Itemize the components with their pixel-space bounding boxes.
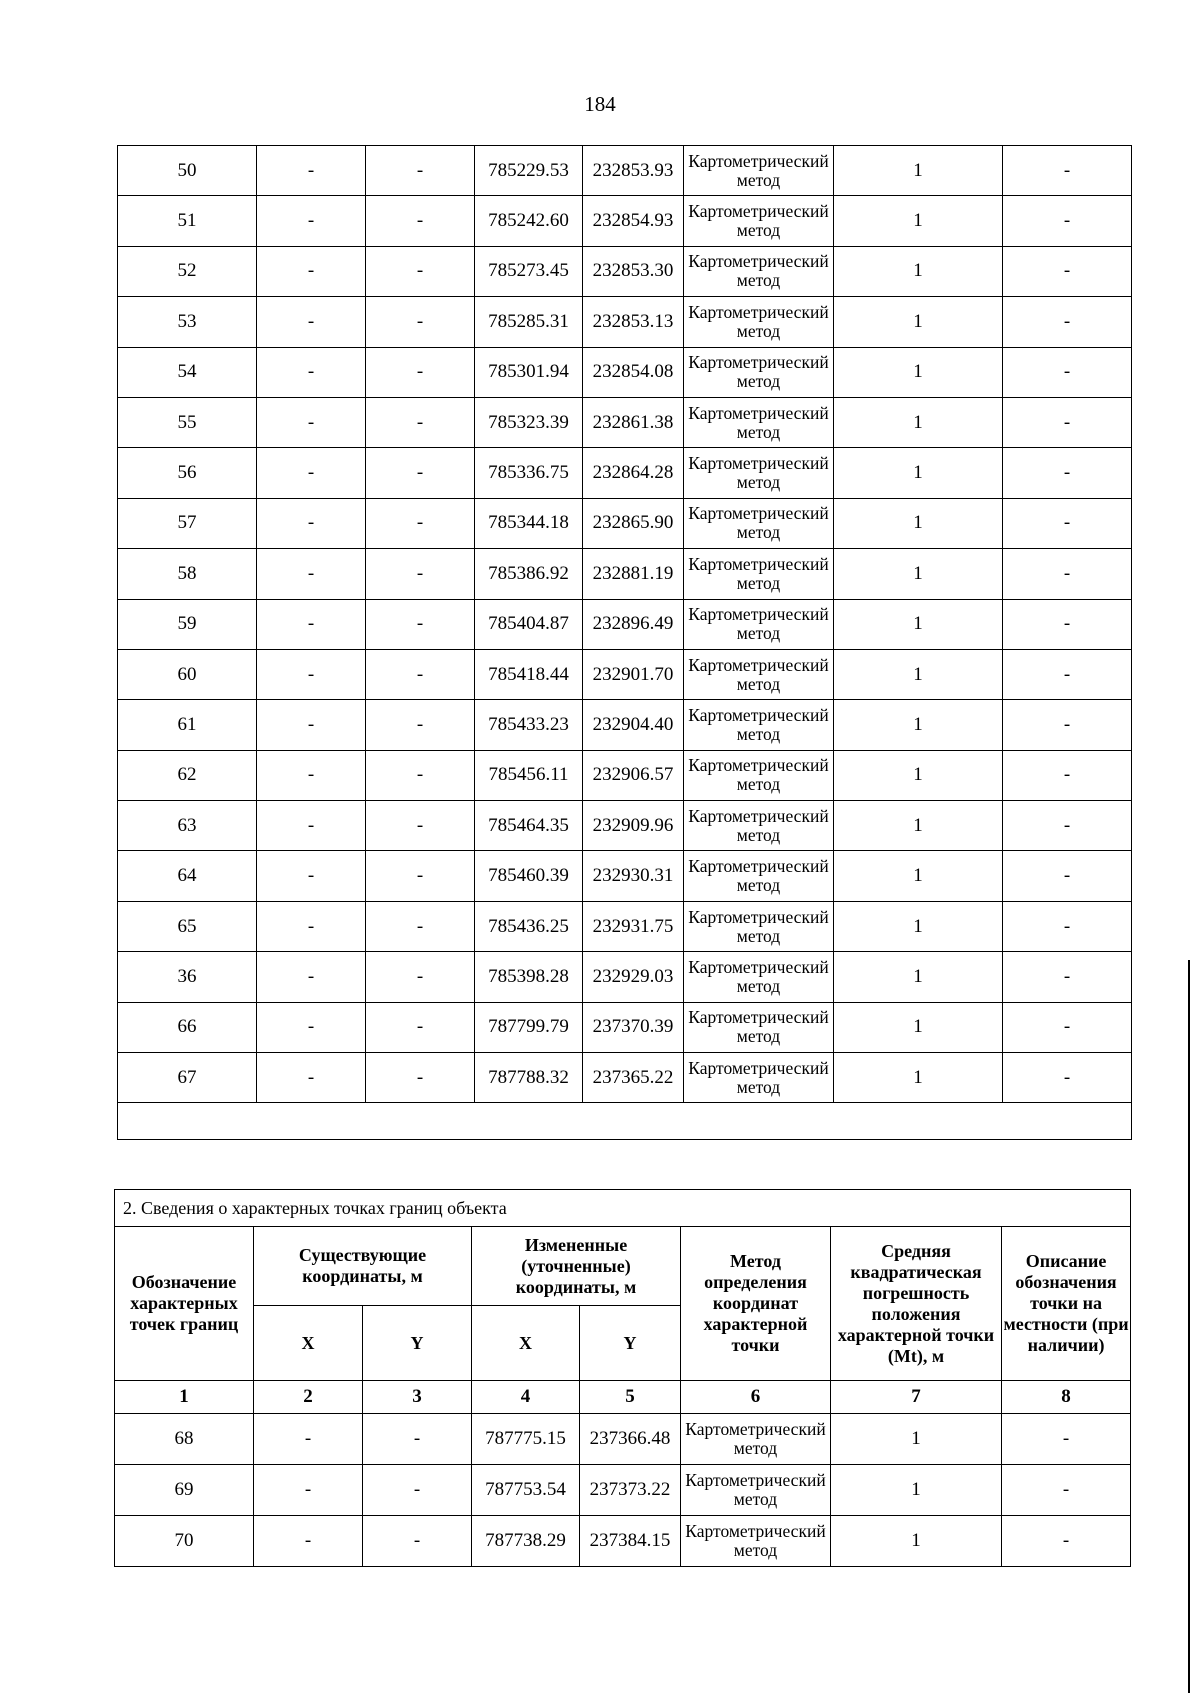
cell-x: 785436.25 xyxy=(475,901,583,951)
cell-existing-y: - xyxy=(363,1414,472,1465)
cell-existing-y: - xyxy=(366,649,475,699)
cell-existing-y: - xyxy=(366,1002,475,1052)
table-row xyxy=(115,1414,1131,1465)
cell-existing-x: - xyxy=(257,801,366,851)
cell-point: 70 xyxy=(115,1516,254,1567)
cell-existing-y: - xyxy=(366,347,475,397)
cell-y: 232853.30 xyxy=(583,246,684,296)
cell-point: 66 xyxy=(118,1002,257,1052)
cell-accuracy: 1 xyxy=(834,347,1003,397)
cell-accuracy: 1 xyxy=(834,801,1003,851)
table-row xyxy=(118,397,1132,447)
cell-point: 60 xyxy=(118,649,257,699)
cell-accuracy: 1 xyxy=(834,549,1003,599)
cell-description: - xyxy=(1003,498,1132,548)
cell-accuracy: 1 xyxy=(834,146,1003,196)
cell-y: 232881.19 xyxy=(583,549,684,599)
cell-point: 62 xyxy=(118,750,257,800)
cell-y: 232931.75 xyxy=(583,901,684,951)
cell-point: 61 xyxy=(118,700,257,750)
column-number: 7 xyxy=(831,1381,1002,1414)
cell-accuracy: 1 xyxy=(834,1002,1003,1052)
page-number: 184 xyxy=(584,92,616,116)
cell-y: 232865.90 xyxy=(583,498,684,548)
cell-method: Картометрический метод xyxy=(681,1414,831,1465)
cell-x: 785242.60 xyxy=(475,196,583,246)
cell-description: - xyxy=(1002,1516,1131,1567)
cell-y: 232904.40 xyxy=(583,700,684,750)
cell-x: 785336.75 xyxy=(475,448,583,498)
cell-y: 232906.57 xyxy=(583,750,684,800)
column-number: 2 xyxy=(254,1381,363,1414)
cell-accuracy: 1 xyxy=(834,297,1003,347)
cell-accuracy: 1 xyxy=(834,599,1003,649)
page-edge-rule xyxy=(1188,960,1190,1693)
header-changed-y: Y xyxy=(580,1306,681,1381)
cell-description: - xyxy=(1003,397,1132,447)
cell-method: Картометрический метод xyxy=(684,599,834,649)
table-row xyxy=(118,649,1132,699)
cell-existing-y: - xyxy=(366,952,475,1002)
cell-accuracy: 1 xyxy=(834,750,1003,800)
cell-existing-x: - xyxy=(257,599,366,649)
table-row xyxy=(118,801,1132,851)
cell-description: - xyxy=(1003,549,1132,599)
cell-existing-x: - xyxy=(257,246,366,296)
cell-description: - xyxy=(1003,901,1132,951)
table-row xyxy=(118,297,1132,347)
cell-description: - xyxy=(1003,146,1132,196)
cell-method: Картометрический метод xyxy=(681,1516,831,1567)
cell-x: 785285.31 xyxy=(475,297,583,347)
cell-existing-y: - xyxy=(363,1516,472,1567)
cell-method: Картометрический метод xyxy=(681,1465,831,1516)
cell-x: 785418.44 xyxy=(475,649,583,699)
cell-method: Картометрический метод xyxy=(684,952,834,1002)
cell-method: Картометрический метод xyxy=(684,750,834,800)
table-row xyxy=(118,750,1132,800)
cell-method: Картометрический метод xyxy=(684,649,834,699)
cell-x: 785229.53 xyxy=(475,146,583,196)
cell-accuracy: 1 xyxy=(834,397,1003,447)
cell-accuracy: 1 xyxy=(834,901,1003,951)
cell-description: - xyxy=(1003,801,1132,851)
cell-existing-y: - xyxy=(366,448,475,498)
cell-description: - xyxy=(1003,297,1132,347)
cell-point: 54 xyxy=(118,347,257,397)
cell-method: Картометрический метод xyxy=(684,297,834,347)
cell-y: 237366.48 xyxy=(580,1414,681,1465)
cell-y: 237384.15 xyxy=(580,1516,681,1567)
column-number: 8 xyxy=(1002,1381,1131,1414)
cell-accuracy: 1 xyxy=(834,498,1003,548)
cell-point: 69 xyxy=(115,1465,254,1516)
table-row xyxy=(118,901,1132,951)
cell-existing-y: - xyxy=(366,1053,475,1103)
cell-point: 63 xyxy=(118,801,257,851)
cell-existing-x: - xyxy=(257,700,366,750)
cell-existing-x: - xyxy=(257,901,366,951)
cell-description: - xyxy=(1003,952,1132,1002)
cell-existing-y: - xyxy=(366,196,475,246)
table-row xyxy=(115,1465,1131,1516)
cell-y: 232901.70 xyxy=(583,649,684,699)
header-existing-x: X xyxy=(254,1306,363,1381)
cell-x: 785301.94 xyxy=(475,347,583,397)
cell-y: 232896.49 xyxy=(583,599,684,649)
cell-description: - xyxy=(1003,347,1132,397)
header-accuracy: Средняя квадратическая погрешность положения характерной точки (Mt), м xyxy=(831,1227,1002,1381)
cell-existing-y: - xyxy=(366,498,475,548)
cell-method: Картометрический метод xyxy=(684,448,834,498)
column-number: 6 xyxy=(681,1381,831,1414)
cell-description: - xyxy=(1003,599,1132,649)
empty-row xyxy=(118,1103,1132,1140)
table-row xyxy=(118,246,1132,296)
cell-y: 237365.22 xyxy=(583,1053,684,1103)
column-number: 4 xyxy=(472,1381,580,1414)
cell-method: Картометрический метод xyxy=(684,549,834,599)
cell-existing-x: - xyxy=(257,297,366,347)
table-row xyxy=(118,1002,1132,1052)
column-number: 3 xyxy=(363,1381,472,1414)
cell-existing-x: - xyxy=(254,1516,363,1567)
cell-point: 53 xyxy=(118,297,257,347)
cell-accuracy: 1 xyxy=(834,1053,1003,1103)
cell-existing-x: - xyxy=(257,397,366,447)
cell-accuracy: 1 xyxy=(834,700,1003,750)
cell-point: 52 xyxy=(118,246,257,296)
cell-description: - xyxy=(1003,750,1132,800)
table-row xyxy=(118,851,1132,901)
table-row xyxy=(115,1516,1131,1567)
cell-existing-y: - xyxy=(363,1465,472,1516)
cell-accuracy: 1 xyxy=(831,1414,1002,1465)
cell-existing-y: - xyxy=(366,246,475,296)
cell-existing-x: - xyxy=(257,347,366,397)
cell-x: 785464.35 xyxy=(475,801,583,851)
cell-x: 785398.28 xyxy=(475,952,583,1002)
cell-x: 787738.29 xyxy=(472,1516,580,1567)
cell-existing-y: - xyxy=(366,297,475,347)
table-row xyxy=(118,498,1132,548)
cell-x: 785323.39 xyxy=(475,397,583,447)
empty-cell xyxy=(118,1103,1132,1140)
cell-existing-y: - xyxy=(366,851,475,901)
cell-point: 67 xyxy=(118,1053,257,1103)
cell-accuracy: 1 xyxy=(834,952,1003,1002)
table-row xyxy=(118,347,1132,397)
cell-point: 51 xyxy=(118,196,257,246)
cell-description: - xyxy=(1003,1002,1132,1052)
cell-existing-x: - xyxy=(257,196,366,246)
cell-point: 36 xyxy=(118,952,257,1002)
cell-x: 787753.54 xyxy=(472,1465,580,1516)
cell-accuracy: 1 xyxy=(834,448,1003,498)
cell-y: 237373.22 xyxy=(580,1465,681,1516)
cell-existing-y: - xyxy=(366,901,475,951)
cell-x: 787788.32 xyxy=(475,1053,583,1103)
column-number: 5 xyxy=(580,1381,681,1414)
cell-existing-x: - xyxy=(254,1414,363,1465)
cell-accuracy: 1 xyxy=(834,649,1003,699)
cell-x: 787775.15 xyxy=(472,1414,580,1465)
header-existing-coordinates: Существующие координаты, м xyxy=(254,1227,472,1306)
cell-method: Картометрический метод xyxy=(684,397,834,447)
cell-accuracy: 1 xyxy=(834,246,1003,296)
cell-method: Картометрический метод xyxy=(684,246,834,296)
cell-point: 59 xyxy=(118,599,257,649)
cell-existing-x: - xyxy=(257,1053,366,1103)
cell-method: Картометрический метод xyxy=(684,196,834,246)
cell-x: 785344.18 xyxy=(475,498,583,548)
cell-y: 237370.39 xyxy=(583,1002,684,1052)
table-title: 2. Сведения о характерных точках границ объекта xyxy=(115,1190,1131,1227)
cell-existing-y: - xyxy=(366,700,475,750)
cell-point: 58 xyxy=(118,549,257,599)
cell-description: - xyxy=(1003,700,1132,750)
table-row xyxy=(118,549,1132,599)
cell-accuracy: 1 xyxy=(834,851,1003,901)
table-row xyxy=(118,952,1132,1002)
cell-existing-x: - xyxy=(257,146,366,196)
cell-method: Картометрический метод xyxy=(684,146,834,196)
cell-point: 57 xyxy=(118,498,257,548)
table-row xyxy=(118,196,1132,246)
cell-existing-x: - xyxy=(257,750,366,800)
cell-y: 232864.28 xyxy=(583,448,684,498)
cell-point: 68 xyxy=(115,1414,254,1465)
column-number: 1 xyxy=(115,1381,254,1414)
cell-existing-y: - xyxy=(366,397,475,447)
cell-existing-x: - xyxy=(257,1002,366,1052)
cell-method: Картометрический метод xyxy=(684,901,834,951)
cell-existing-y: - xyxy=(366,599,475,649)
cell-point: 55 xyxy=(118,397,257,447)
cell-existing-x: - xyxy=(257,549,366,599)
cell-existing-x: - xyxy=(254,1465,363,1516)
header-existing-y: Y xyxy=(363,1306,472,1381)
cell-point: 65 xyxy=(118,901,257,951)
cell-method: Картометрический метод xyxy=(684,1002,834,1052)
cell-x: 785404.87 xyxy=(475,599,583,649)
header-changed-coordinates: Измененные (уточненные) координаты, м xyxy=(472,1227,681,1306)
cell-existing-x: - xyxy=(257,498,366,548)
table-row xyxy=(118,599,1132,649)
cell-x: 785456.11 xyxy=(475,750,583,800)
table-row xyxy=(118,700,1132,750)
cell-description: - xyxy=(1003,246,1132,296)
cell-x: 785433.23 xyxy=(475,700,583,750)
cell-existing-y: - xyxy=(366,750,475,800)
cell-method: Картометрический метод xyxy=(684,801,834,851)
cell-accuracy: 1 xyxy=(834,196,1003,246)
boundary-points-table-continued xyxy=(117,145,1132,1140)
cell-description: - xyxy=(1003,448,1132,498)
cell-accuracy: 1 xyxy=(831,1516,1002,1567)
cell-existing-y: - xyxy=(366,146,475,196)
cell-method: Картометрический метод xyxy=(684,498,834,548)
cell-existing-y: - xyxy=(366,801,475,851)
cell-y: 232853.13 xyxy=(583,297,684,347)
cell-description: - xyxy=(1003,851,1132,901)
cell-existing-x: - xyxy=(257,851,366,901)
cell-description: - xyxy=(1002,1465,1131,1516)
cell-method: Картометрический метод xyxy=(684,1053,834,1103)
header-changed-x: X xyxy=(472,1306,580,1381)
cell-existing-x: - xyxy=(257,649,366,699)
cell-x: 785386.92 xyxy=(475,549,583,599)
cell-existing-y: - xyxy=(366,549,475,599)
cell-description: - xyxy=(1002,1414,1131,1465)
cell-x: 785460.39 xyxy=(475,851,583,901)
cell-description: - xyxy=(1003,649,1132,699)
header-method: Метод определения координат характерной точки xyxy=(681,1227,831,1381)
cell-method: Картометрический метод xyxy=(684,347,834,397)
cell-point: 64 xyxy=(118,851,257,901)
table-row xyxy=(118,448,1132,498)
table-row xyxy=(118,146,1132,196)
header-description: Описание обозначения точки на местности (при наличии) xyxy=(1002,1227,1131,1381)
cell-description: - xyxy=(1003,1053,1132,1103)
cell-description: - xyxy=(1003,196,1132,246)
cell-x: 785273.45 xyxy=(475,246,583,296)
cell-y: 232854.08 xyxy=(583,347,684,397)
cell-point: 50 xyxy=(118,146,257,196)
cell-x: 787799.79 xyxy=(475,1002,583,1052)
cell-y: 232929.03 xyxy=(583,952,684,1002)
cell-existing-x: - xyxy=(257,448,366,498)
cell-y: 232861.38 xyxy=(583,397,684,447)
cell-method: Картометрический метод xyxy=(684,700,834,750)
table-row xyxy=(118,1053,1132,1103)
cell-y: 232930.31 xyxy=(583,851,684,901)
cell-accuracy: 1 xyxy=(831,1465,1002,1516)
cell-existing-x: - xyxy=(257,952,366,1002)
cell-point: 56 xyxy=(118,448,257,498)
header-point: Обозначение характерных точек границ xyxy=(115,1227,254,1381)
cell-method: Картометрический метод xyxy=(684,851,834,901)
cell-y: 232853.93 xyxy=(583,146,684,196)
boundary-points-table xyxy=(114,1189,1131,1567)
cell-y: 232854.93 xyxy=(583,196,684,246)
cell-y: 232909.96 xyxy=(583,801,684,851)
